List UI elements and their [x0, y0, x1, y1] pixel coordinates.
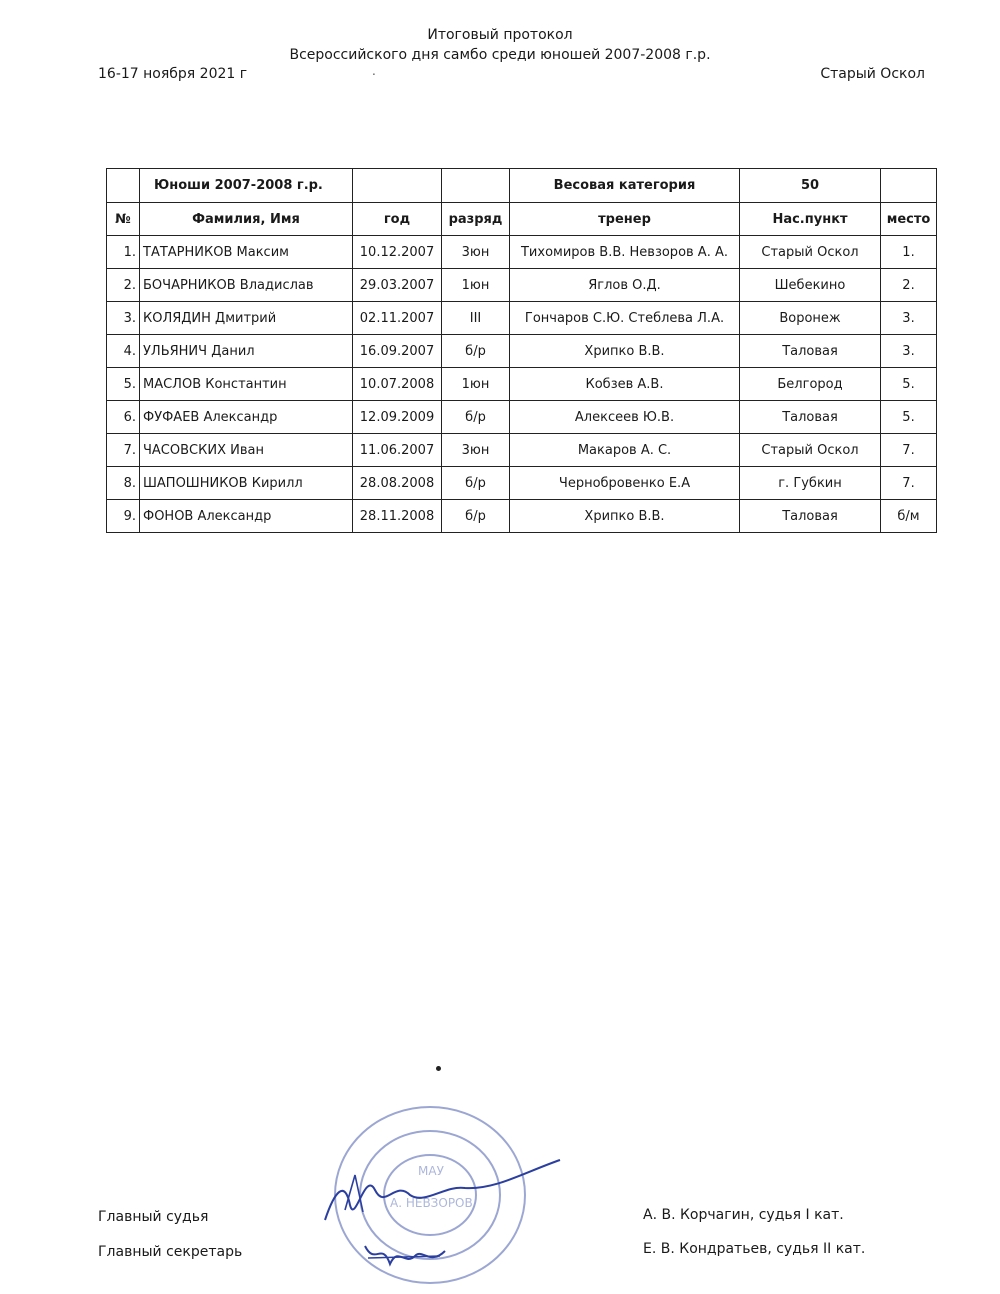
- cell-coach: Гончаров С.Ю. Стеблева Л.А.: [510, 302, 740, 335]
- cell-num: 5.: [107, 368, 140, 401]
- cell-coach: Хрипко В.В.: [510, 500, 740, 533]
- cell-rank: б/р: [442, 500, 510, 533]
- chief-judge-label: Главный судья: [98, 1209, 209, 1225]
- cell-year: 16.09.2007: [353, 335, 442, 368]
- cell-coach: Чернобровенко Е.А: [510, 467, 740, 500]
- event-city: Старый Оскол: [820, 66, 925, 82]
- table-row: [107, 500, 937, 533]
- cell-name: УЛЬЯНИЧ Данил: [140, 335, 353, 368]
- cell-num: 7.: [107, 434, 140, 467]
- table-row: [107, 302, 937, 335]
- column-header-year: год: [353, 203, 442, 236]
- empty-cell: [442, 169, 510, 203]
- event-date: 16-17 ноября 2021 г: [98, 66, 248, 82]
- table-row: [107, 401, 937, 434]
- cell-coach: Алексеев Ю.В.: [510, 401, 740, 434]
- column-header-town: Нас.пункт: [740, 203, 881, 236]
- cell-rank: 1юн: [442, 269, 510, 302]
- cell-num: 8.: [107, 467, 140, 500]
- chief-judge-name: А. В. Корчагин, судья I кат.: [643, 1207, 844, 1223]
- table-header-row-columns: [107, 203, 937, 236]
- cell-place: 3.: [881, 335, 937, 368]
- cell-place: 5.: [881, 401, 937, 434]
- cell-rank: б/р: [442, 335, 510, 368]
- cell-place: 3.: [881, 302, 937, 335]
- cell-town: Воронеж: [740, 302, 881, 335]
- document-subtitle: Всероссийского дня самбо среди юношей 2007-2008 г.р.: [289, 47, 711, 63]
- cell-town: Старый Оскол: [740, 236, 881, 269]
- empty-cell: [353, 169, 442, 203]
- cell-place: 2.: [881, 269, 937, 302]
- document-title: Итоговый протокол: [427, 27, 573, 43]
- cell-coach: Тихомиров В.В. Невзоров А. А.: [510, 236, 740, 269]
- chief-secretary-signature-icon: [360, 1236, 450, 1276]
- cell-place: 7.: [881, 467, 937, 500]
- cell-rank: 3юн: [442, 236, 510, 269]
- cell-num: 3.: [107, 302, 140, 335]
- cell-year: 10.07.2008: [353, 368, 442, 401]
- cell-year: 02.11.2007: [353, 302, 442, 335]
- results-table: [106, 168, 937, 533]
- cell-year: 11.06.2007: [353, 434, 442, 467]
- cell-num: 1.: [107, 236, 140, 269]
- cell-name: ФУФАЕВ Александр: [140, 401, 353, 434]
- cell-year: 29.03.2007: [353, 269, 442, 302]
- table-row: [107, 236, 937, 269]
- cell-num: 9.: [107, 500, 140, 533]
- column-header-name: Фамилия, Имя: [140, 203, 353, 236]
- cell-rank: 1юн: [442, 368, 510, 401]
- cell-name: КОЛЯДИН Дмитрий: [140, 302, 353, 335]
- empty-cell: [881, 169, 937, 203]
- chief-secretary-name: Е. В. Кондратьев, судья II кат.: [643, 1241, 866, 1257]
- cell-place: 7.: [881, 434, 937, 467]
- cell-town: Белгород: [740, 368, 881, 401]
- svg-text:МАУ: МАУ: [418, 1164, 444, 1178]
- cell-name: БОЧАРНИКОВ Владислав: [140, 269, 353, 302]
- cell-rank: III: [442, 302, 510, 335]
- empty-cell: [107, 169, 140, 203]
- cell-num: 6.: [107, 401, 140, 434]
- cell-town: Таловая: [740, 500, 881, 533]
- cell-town: Таловая: [740, 401, 881, 434]
- cell-year: 28.11.2008: [353, 500, 442, 533]
- cell-year: 28.08.2008: [353, 467, 442, 500]
- cell-name: МАСЛОВ Константин: [140, 368, 353, 401]
- cell-year: 10.12.2007: [353, 236, 442, 269]
- weight-category-value: 50: [740, 169, 881, 203]
- column-header-rank: разряд: [442, 203, 510, 236]
- table-row: [107, 368, 937, 401]
- column-header-place: место: [881, 203, 937, 236]
- scan-dot: [436, 1066, 441, 1071]
- cell-name: ЧАСОВСКИХ Иван: [140, 434, 353, 467]
- chief-secretary-label: Главный секретарь: [98, 1244, 243, 1260]
- cell-town: Таловая: [740, 335, 881, 368]
- cell-town: Шебекино: [740, 269, 881, 302]
- cell-town: г. Губкин: [740, 467, 881, 500]
- chief-judge-signature-icon: [315, 1150, 565, 1230]
- cell-town: Старый Оскол: [740, 434, 881, 467]
- scan-speck: .: [372, 64, 376, 78]
- cell-year: 12.09.2009: [353, 401, 442, 434]
- cell-coach: Кобзев А.В.: [510, 368, 740, 401]
- cell-coach: Хрипко В.В.: [510, 335, 740, 368]
- cell-rank: б/р: [442, 467, 510, 500]
- table-row: [107, 335, 937, 368]
- cell-name: ФОНОВ Александр: [140, 500, 353, 533]
- table-row: [107, 467, 937, 500]
- cell-num: 2.: [107, 269, 140, 302]
- cell-name: ШАПОШНИКОВ Кирилл: [140, 467, 353, 500]
- cell-coach: Яглов О.Д.: [510, 269, 740, 302]
- cell-place: б/м: [881, 500, 937, 533]
- cell-place: 1.: [881, 236, 937, 269]
- table-header-row-group: [107, 169, 937, 203]
- weight-category-label: Весовая категория: [510, 169, 740, 203]
- svg-text:А. НЕВЗОРОВ: А. НЕВЗОРОВ: [390, 1196, 473, 1210]
- cell-rank: 3юн: [442, 434, 510, 467]
- group-label: Юноши 2007-2008 г.р.: [140, 169, 353, 203]
- cell-rank: б/р: [442, 401, 510, 434]
- cell-name: ТАТАРНИКОВ Максим: [140, 236, 353, 269]
- table-row: [107, 269, 937, 302]
- column-header-num: №: [107, 203, 140, 236]
- cell-num: 4.: [107, 335, 140, 368]
- column-header-coach: тренер: [510, 203, 740, 236]
- cell-coach: Макаров А. С.: [510, 434, 740, 467]
- cell-place: 5.: [881, 368, 937, 401]
- table-row: [107, 434, 937, 467]
